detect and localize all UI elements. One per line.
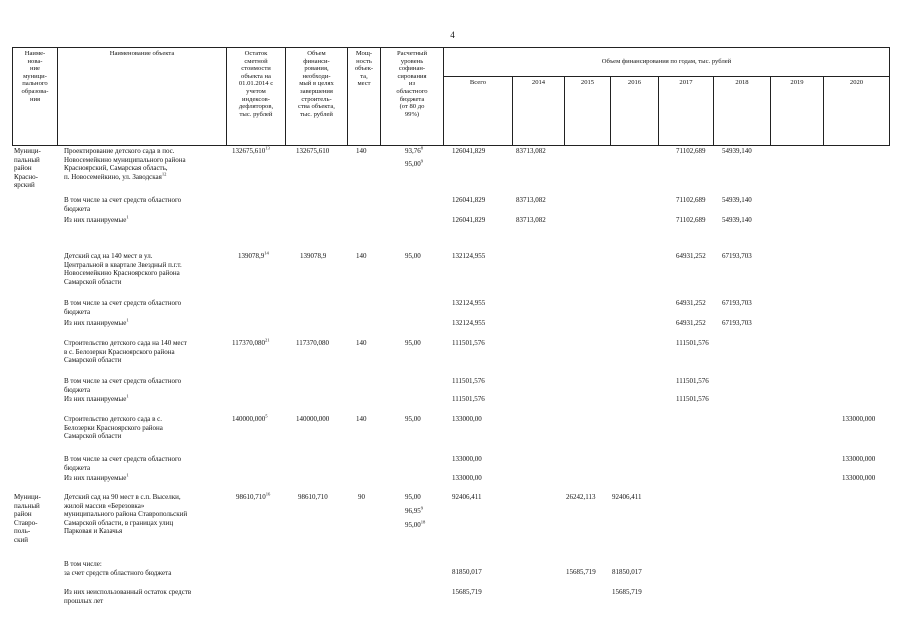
row5-cofinancing-b: 96,95$^9$ bbox=[405, 505, 424, 515]
row4-object-name: Строительство детского сада в с. Белозерки Красноярского района Самарской области bbox=[64, 415, 163, 441]
row5-object-name: Детский сад на 90 мест в с.п. Выселки, жилой массив «Березовка» муниципального района Ставропольский Самарской области, в границах улиц Парковая и Казачья bbox=[64, 493, 188, 536]
row5-2015: 26242,113 bbox=[566, 493, 596, 501]
row5-financing-volume: 98610,710 bbox=[298, 493, 328, 501]
row4-regional-label: В том числе за счет средств областного бюджета bbox=[64, 455, 182, 472]
row4-2020: 133000,000 bbox=[842, 415, 876, 423]
row1-planned-label: Из них планируемые$^1$ bbox=[64, 214, 129, 224]
row1-regional-total: 126041,829 bbox=[452, 196, 486, 204]
header-object: Наименование объекта bbox=[57, 47, 227, 146]
row4-cofinancing: 95,00 bbox=[405, 415, 421, 423]
row5-2016: 92406,411 bbox=[612, 493, 642, 501]
row2-planned-total: 132124,955 bbox=[452, 319, 486, 327]
row5-total: 92406,411 bbox=[452, 493, 482, 501]
row1-planned-2017: 71102,689 bbox=[676, 216, 706, 224]
row2-financing-volume: 139078,9 bbox=[300, 252, 327, 260]
row1-2014: 83713,082 bbox=[516, 147, 546, 155]
row5-regional-total: 81850,017 bbox=[452, 568, 482, 576]
row3-capacity: 140 bbox=[356, 339, 367, 347]
row4-capacity: 140 bbox=[356, 415, 367, 423]
header-year-2014: 2014 bbox=[512, 76, 565, 146]
row3-remaining-cost: 117370,080$^{21}$ bbox=[232, 337, 270, 347]
row1-cofinancing-a: 93,76$^8$ bbox=[405, 145, 424, 155]
row2-planned-label: Из них планируемые$^1$ bbox=[64, 317, 129, 327]
row3-planned-total: 111501,576 bbox=[452, 395, 485, 403]
row3-cofinancing: 95,00 bbox=[405, 339, 421, 347]
row5-unused-total: 15685,719 bbox=[452, 588, 482, 596]
header-year-2020: 2020 bbox=[823, 76, 890, 146]
row1-2018: 54939,140 bbox=[722, 147, 752, 155]
row5-cofinancing-a: 95,00 bbox=[405, 493, 421, 501]
row1-regional-2017: 71102,689 bbox=[676, 196, 706, 204]
row2-2017: 64931,252 bbox=[676, 252, 706, 260]
row2-object-name: Детский сад на 140 мест в ул. Центральной в квартале Звездный п.г.т. Новосемейкино Красноярского района Самарской области bbox=[64, 252, 182, 286]
row5-remaining-cost: 98610,710$^{16}$ bbox=[236, 491, 271, 501]
row2-planned-2017: 64931,252 bbox=[676, 319, 706, 327]
header-year-2016: 2016 bbox=[610, 76, 659, 146]
row1-capacity: 140 bbox=[356, 147, 367, 155]
row4-regional-2020: 133000,000 bbox=[842, 455, 876, 463]
row4-planned-label: Из них планируемые$^1$ bbox=[64, 472, 129, 482]
row3-object-name: Строительство детского сада на 140 мест в с. Белозерки Красноярского района Самарской области bbox=[64, 339, 187, 365]
row5-regional-2016: 81850,017 bbox=[612, 568, 642, 576]
row3-planned-2017: 111501,576 bbox=[676, 395, 709, 403]
row2-total: 132124,955 bbox=[452, 252, 486, 260]
row1-regional-2018: 54939,140 bbox=[722, 196, 752, 204]
row1-object-name: Проектирование детского сада в пос. Новосемейкино муниципального района Красноярский, Самарская область, п. Новосемейкино, ул. Заводская$^{12}$ bbox=[64, 147, 186, 181]
row3-planned-label: Из них планируемые$^1$ bbox=[64, 393, 129, 403]
row1-cofinancing-b: 95,00$^9$ bbox=[405, 158, 424, 168]
row5-cofinancing-c: 95,00$^{18}$ bbox=[405, 519, 426, 529]
row1-regional-label: В том числе за счет средств областного бюджета bbox=[64, 196, 182, 213]
page-number: 4 bbox=[450, 30, 455, 40]
header-years-group: Объем финансирования по годам, тыс. рублей bbox=[443, 47, 890, 77]
municipality-stavropolsky: Муници- пальный район Ставро- поль- ский bbox=[14, 493, 41, 544]
row2-remaining-cost: 139078,9$^{14}$ bbox=[238, 250, 269, 260]
municipality-krasnoyarsky: Муници- пальный район Красно- ярский bbox=[14, 147, 41, 190]
row2-cofinancing: 95,00 bbox=[405, 252, 421, 260]
row4-planned-2020: 133000,000 bbox=[842, 474, 876, 482]
row5-regional-2015: 15685,719 bbox=[566, 568, 596, 576]
row4-regional-total: 133000,00 bbox=[452, 455, 482, 463]
row3-financing-volume: 117370,080 bbox=[296, 339, 329, 347]
header-total: Всего bbox=[443, 76, 513, 146]
row4-remaining-cost: 140000,000$^5$ bbox=[232, 413, 268, 423]
header-municipality: Наиме- нова- ние муници- пального образова- ния bbox=[12, 47, 58, 146]
row1-planned-total: 126041,829 bbox=[452, 216, 486, 224]
row1-planned-2018: 54939,140 bbox=[722, 216, 752, 224]
header-year-2018: 2018 bbox=[713, 76, 771, 146]
row2-regional-label: В том числе за счет средств областного бюджета bbox=[64, 299, 182, 316]
row5-unused-2016: 15685,719 bbox=[612, 588, 642, 596]
row4-total: 133000,00 bbox=[452, 415, 482, 423]
row1-2017: 71102,689 bbox=[676, 147, 706, 155]
header-year-2019: 2019 bbox=[770, 76, 824, 146]
row3-regional-label: В том числе за счет средств областного бюджета bbox=[64, 377, 182, 394]
header-remaining-cost: Остаток сметной стоимости объекта на 01.01.2014 с учетом индексов- дефляторов, тыс. рублей bbox=[226, 47, 286, 146]
row3-regional-2017: 111501,576 bbox=[676, 377, 709, 385]
row5-unused-label: Из них неиспользованный остаток средств прошлых лет bbox=[64, 588, 192, 605]
row1-total: 126041,829 bbox=[452, 147, 486, 155]
row3-regional-total: 111501,576 bbox=[452, 377, 485, 385]
row2-capacity: 140 bbox=[356, 252, 367, 260]
row4-planned-total: 133000,00 bbox=[452, 474, 482, 482]
header-year-2017: 2017 bbox=[658, 76, 714, 146]
row2-regional-2017: 64931,252 bbox=[676, 299, 706, 307]
financing-table bbox=[12, 47, 890, 637]
row3-total: 111501,576 bbox=[452, 339, 485, 347]
header-year-2015: 2015 bbox=[564, 76, 611, 146]
row1-planned-2014: 83713,082 bbox=[516, 216, 546, 224]
header-capacity: Мощ- ность объек- та, мест bbox=[347, 47, 381, 146]
header-cofinancing: Расчетный уровень софинан- сирования из областного бюджета (от 80 до 99%) bbox=[380, 47, 444, 146]
row2-2018: 67193,703 bbox=[722, 252, 752, 260]
row5-including-label: В том числе: за счет средств областного бюджета bbox=[64, 560, 172, 577]
row1-remaining-cost: 132675,610$^{13}$ bbox=[232, 145, 270, 155]
row2-planned-2018: 67193,703 bbox=[722, 319, 752, 327]
header-financing-volume: Объем финанси- рования, необходи- мый в целях завершения строитель- ства объекта, тыс. рублей bbox=[285, 47, 348, 146]
row1-financing-volume: 132675,610 bbox=[296, 147, 330, 155]
row2-regional-2018: 67193,703 bbox=[722, 299, 752, 307]
row1-regional-2014: 83713,082 bbox=[516, 196, 546, 204]
row2-regional-total: 132124,955 bbox=[452, 299, 486, 307]
row3-2017: 111501,576 bbox=[676, 339, 709, 347]
row4-financing-volume: 140000,000 bbox=[296, 415, 330, 423]
row5-capacity: 90 bbox=[358, 493, 365, 501]
